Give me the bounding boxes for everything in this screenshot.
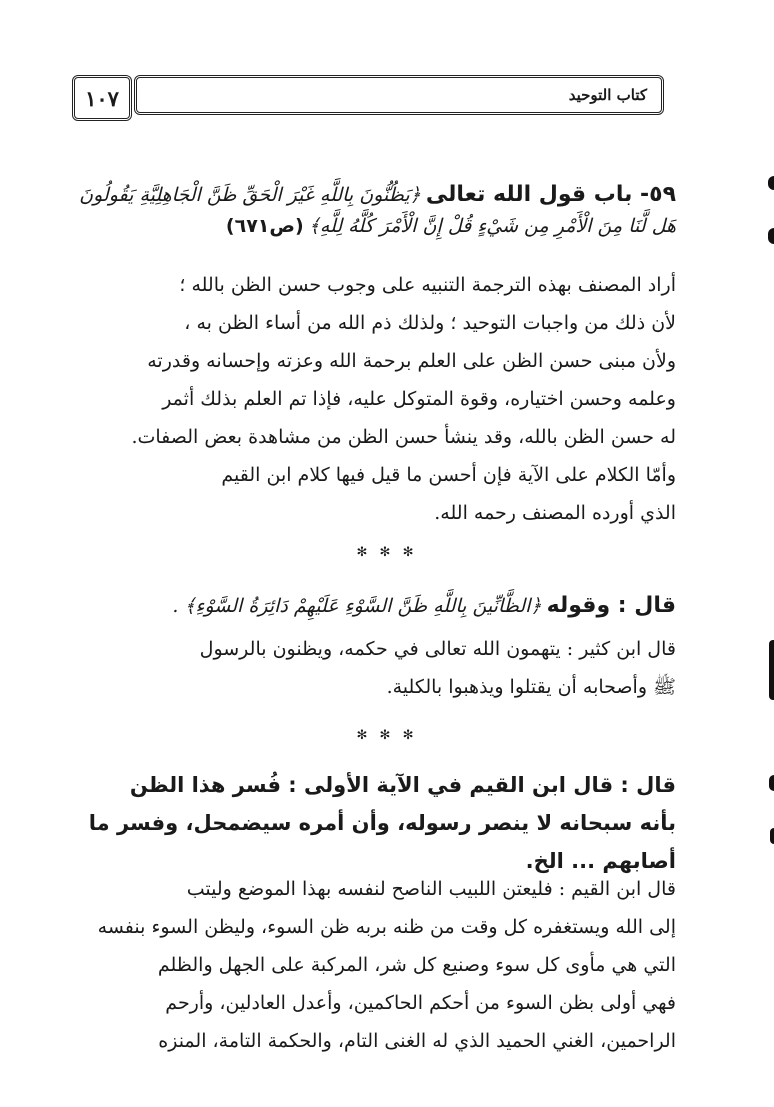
page-number: ١٠٧ [72,75,132,121]
chapter-verse-line-1: ﴿يَظُنُّونَ بِاللَّهِ غَيْرَ الْحَقِّ ظَنَّ الْجَاهِلِيَّةِ يَقُولُونَ [79,184,421,206]
paragraph-1 [76,266,676,456]
paragraph-line: ﷺ وأصحابه أن يقتلوا ويذهبوا بالكلية. [386,676,676,698]
paragraph-line: لأن ذلك من واجبات التوحيد ؛ ولذلك ذم الله من أساء الظن به ، [184,312,676,334]
scan-edge-mark [769,775,774,791]
chapter-heading: ٥٩- باب قول الله تعالى [425,182,676,207]
chapter-verse-line-2: هَل لَّنَا مِنَ الْأَمْرِ مِن شَيْءٍ قُلْ إِنَّ الْأَمْرَ كُلَّهُ لِلَّهِ﴾ [308,215,676,237]
section-separator: ✻ ✻ ✻ [356,728,418,743]
paragraph-line: قال ابن القيم : فليعتن اللبيب الناصح لنفسه بهذا الموضع وليتب [186,878,676,900]
scan-edge-mark [770,828,774,844]
paragraph-line: الراحمين، الغني الحميد الذي له الغنى التام، والحكمة التامة، المنزه [158,1030,676,1052]
paragraph-2 [76,456,676,532]
scan-edge-mark [769,640,774,700]
paragraph-line: إلى الله ويستغفره كل وقت من ظنه بربه ظن السوء، وليظن السوء بنفسه [97,916,676,938]
paragraph-line: ولأن مبنى حسن الظن على العلم برحمة الله وعزته وإحسانه وقدرته [147,350,676,372]
paragraph-line: وأمّا الكلام على الآية فإن أحسن ما قيل فيها كلام ابن القيم [221,464,676,486]
paragraph-3 [76,630,676,706]
section-separator: ✻ ✻ ✻ [356,545,418,560]
paragraph-line: قال ابن كثير : يتهمون الله تعالى في حكمه، ويظنون بالرسول [199,638,676,660]
scan-edge-mark [768,228,774,244]
paragraph-line: قال : قال ابن القيم في الآية الأولى : فُسر هذا الظن [129,773,676,797]
paragraph-line: أراد المصنف بهذه الترجمة التنبيه على وجوب حسن الظن بالله ؛ [179,274,676,296]
page-header [72,75,670,119]
paragraph-line: التي هي مأوى كل سوء وصنيع كل شر، المركبة على الجهل والظلم [157,954,676,976]
quote-verse: ﴿الظَّانِّينَ بِاللَّهِ ظَنَّ السَّوْءِ عَلَيْهِمْ دَائِرَةُ السَّوْءِ﴾ . [172,595,542,617]
paragraph-line: الذي أورده المصنف رحمه الله. [434,502,676,524]
paragraph-4 [76,870,676,1060]
paragraph-line: فهي أولى بظن السوء من أحكم الحاكمين، وأعدل العادلين، وأرحم [165,992,676,1014]
scan-edge-mark [768,176,774,190]
quote-line [76,588,676,625]
paragraph-line: وعلمه وحسن اختياره، وقوة المتوكل عليه، فإذا تم العلم بذلك أثمر [162,388,676,410]
paragraph-line: بأنه سبحانه لا ينصر رسوله، وأن أمره سيضمحل، وفسر ما [88,811,676,835]
paragraph-line: أصابهم ... الخ. [525,849,676,873]
paragraph-line: له حسن الظن بالله، وقد ينشأ حسن الظن من مشاهدة بعض الصفات. [131,426,676,448]
book-title: كتاب التوحيد [134,75,664,115]
bold-quote-paragraph [76,766,676,880]
chapter-title-block [76,180,676,242]
chapter-reference: (ص٦٧١) [225,215,304,237]
quote-label: قال : وقوله [546,593,676,618]
